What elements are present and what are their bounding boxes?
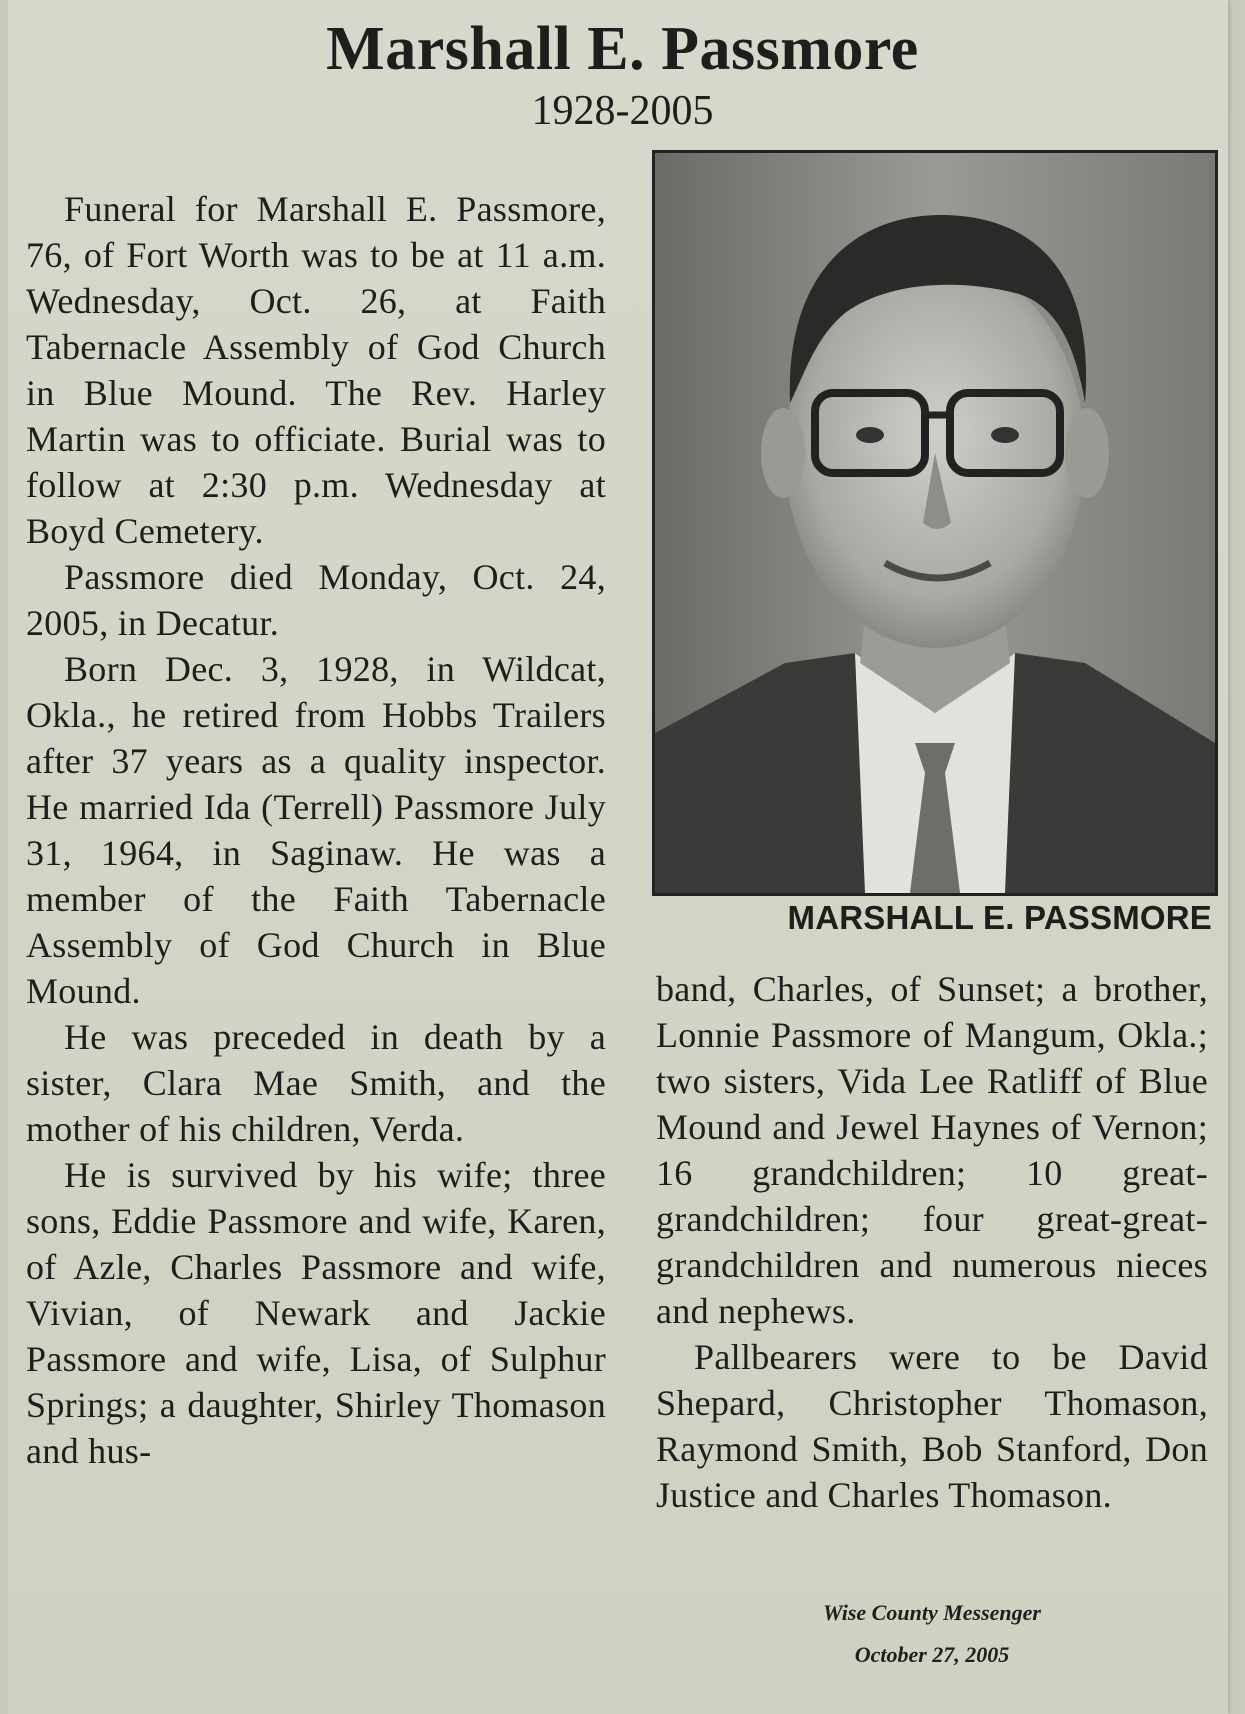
paragraph-death: Passmore died Monday, Oct. 24, 2005, in Decatur.: [26, 557, 606, 643]
paragraph-funeral: Funeral for Marshall E. Passmore, 76, of Fort Worth was to be at 11 a.m. Wednesday, Oct. 26, at Faith Tabernacle Assembly of God Church in Blue Mound. The Rev. Harley Martin was to officiate. Burial was to follow at 2:30 p.m. Wednesday at Boyd Cemetery.: [26, 189, 606, 551]
source-publication: Wise County Messenger: [823, 1600, 1041, 1625]
obituary-headline: Marshall E. Passmore: [326, 15, 919, 83]
paragraph-survivors: He is survived by his wife; three sons, Eddie Passmore and wife, Karen, of Azle, Charles Passmore and wife, Vivian, of Newark and Jackie Passmore and wife, Lisa, of Sulphur Springs; a daughter, Shirley Thomason and hus-: [26, 1155, 606, 1471]
right-column: [656, 966, 1208, 1518]
portrait-photo: [652, 150, 1218, 896]
left-column: [26, 186, 606, 1474]
paragraph-pallbearers: Pallbearers were to be David Shepard, Christopher Thomason, Raymond Smith, Bob Stanford, Don Justice and Charles Thomason.: [656, 1337, 1208, 1515]
paragraph-survivors-continued: band, Charles, of Sunset; a brother, Lonnie Passmore of Mangum, Okla.; two sisters, Vida Lee Ratliff of Blue Mound and Jewel Haynes of Vernon; 16 grandchildren; 10 great-grandchildren; four great-great-grandchildren and numerous nieces and nephews.: [656, 969, 1208, 1331]
paragraph-preceded: He was preceded in death by a sister, Clara Mae Smith, and the mother of his children, Verda.: [26, 1017, 606, 1149]
paragraph-biography: Born Dec. 3, 1928, in Wildcat, Okla., he retired from Hobbs Trailers after 37 years as a quality inspector. He married Ida (Terrell) Passmore July 31, 1964, in Saginaw. He was a member of the Faith Tabernacle Assembly of God Church in Blue Mound.: [26, 649, 606, 1011]
source-date: October 27, 2005: [854, 1642, 1010, 1667]
portrait-illustration: [655, 153, 1215, 893]
obituary-years: 1928-2005: [531, 88, 714, 134]
photo-caption: MARSHALL E. PASSMORE: [787, 899, 1212, 936]
